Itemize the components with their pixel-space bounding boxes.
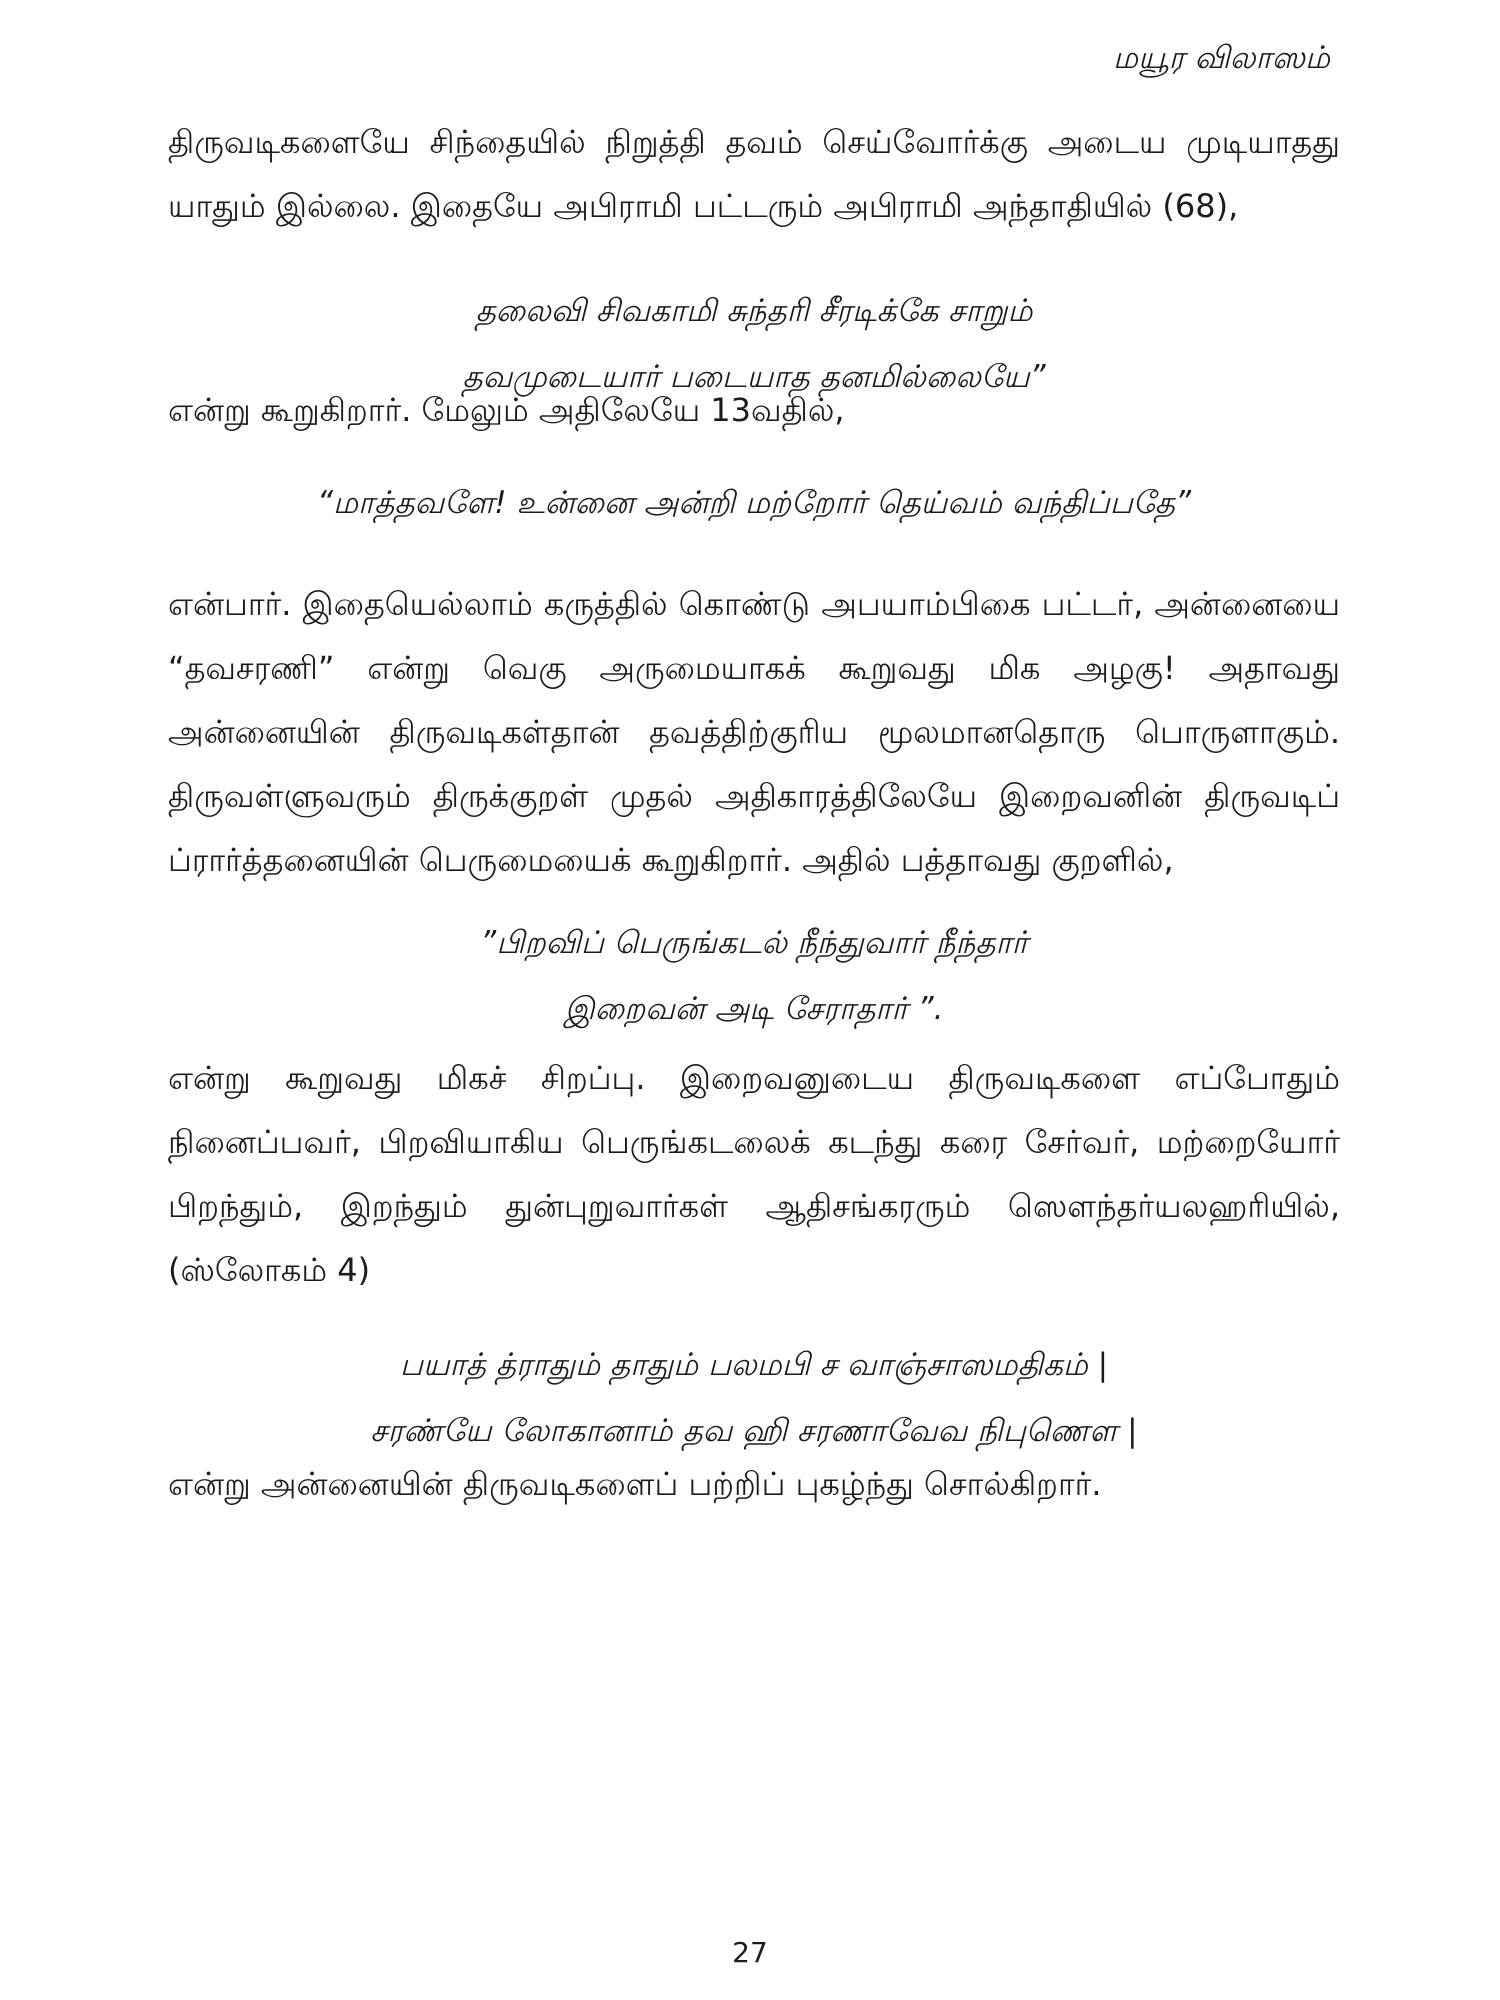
- quote-line: சரண்யே லோகானாம் தவ ஹி சரணாவேவ நிபுணௌ |: [370, 1413, 1138, 1449]
- quote-abirami-13: [168, 470, 1340, 536]
- page-number: 27: [732, 1936, 768, 1969]
- quote-line: தவமுடையார் படையாத தனமில்லையே”: [462, 359, 1046, 395]
- quote-thirukkural: [168, 910, 1340, 1042]
- paragraph-2: என்று கூறுகிறார். மேலும் அதிலேயே 13வதில்,: [168, 391, 845, 429]
- running-header: மயூர விலாஸம்: [1113, 40, 1330, 76]
- paragraph-3: என்பார். இதையெல்லாம் கருத்தில் கொண்டு அபயாம்பிகை பட்டர், அன்னையை “தவசரணி” என்று வெகு அருமையாகக் கூறுவது மிக அழகு! அதாவது அன்னையின் திருவடிகள்தான் தவத்திற்குரிய மூலமானதொரு பொருளாகும். திருவள்ளுவரும் திருக்குறள் முதல் அதிகாரத்திலேயே இறைவனின் திருவடிப் ப்ரார்த்தனையின் பெருமையைக் கூறுகிறார். அதில் பத்தாவது குறளில்,: [168, 585, 1340, 879]
- paragraph-4: என்று கூறுவது மிகச் சிறப்பு. இறைவனுடைய திருவடிகளை எப்போதும் நினைப்பவர், பிறவியாகிய பெருங்கடலைக் கடந்து கரை சேர்வர், மற்றையோர் பிறந்தும், இறந்தும் துன்புறுவார்கள் ஆதிசங்கரரும் ஸௌந்தர்யலஹரியில், (ஸ்லோகம் 4): [168, 1059, 1340, 1289]
- quote-line: தலைவி சிவகாமி சுந்தரி சீரடிக்கே சாறும்: [475, 293, 1033, 329]
- quote-line: பயாத் த்ராதும் தாதும் பலமபி ச வாஞ்சாஸமதிகம் |: [399, 1347, 1109, 1383]
- quote-line: இறைவன் அடி சேராதார் ”.: [564, 991, 944, 1027]
- quote-soundaryalahari: [168, 1332, 1340, 1464]
- paragraph-5: என்று அன்னையின் திருவடிகளைப் பற்றிப் புகழ்ந்து சொல்கிறார்.: [168, 1465, 1102, 1503]
- paragraph-1: திருவடிகளையே சிந்தையில் நிறுத்தி தவம் செய்வோர்க்கு அடைய முடியாதது யாதும் இல்லை. இதையே அபிராமி பட்டரும் அபிராமி அந்தாதியில் (68),: [168, 123, 1340, 225]
- quote-line: ”பிறவிப் பெருங்கடல் நீந்துவார் நீந்தார்: [480, 925, 1028, 961]
- quote-line: “மாத்தவளே! உன்னை அன்றி மற்றோர் தெய்வம் வந்திப்பதே”: [316, 485, 1192, 521]
